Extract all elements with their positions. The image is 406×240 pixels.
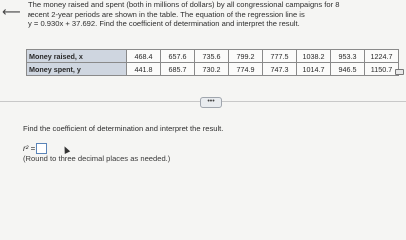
table-cell: 735.6 [195,50,229,63]
regression-equation [28,19,388,29]
table-cell: 774.9 [229,63,263,76]
table-cell: 777.5 [263,50,297,63]
expand-more-button[interactable]: ••• [200,97,222,108]
row-header-money-raised: Money raised, x [27,50,127,63]
mouse-cursor-icon [62,145,70,154]
table-cell: 657.6 [161,50,195,63]
problem-statement [28,0,388,29]
problem-line-1: The money raised and spent (both in millions of dollars) by all congressional campaigns for 8 [28,0,340,9]
table-row [27,50,399,63]
table-cell: 730.2 [195,63,229,76]
table-cell: 468.4 [127,50,161,63]
problem-line-2: recent 2-year periods are shown in the table. The equation of the regression line is [28,9,305,19]
table-cell: 685.7 [161,63,195,76]
table-cell: 946.5 [331,63,365,76]
answer-row [23,143,47,154]
table-cell: 441.8 [127,63,161,76]
r-squared-input[interactable] [36,143,47,154]
copy-table-icon[interactable] [395,69,404,75]
data-table [26,49,399,76]
row-header-money-spent: Money spent, y [27,63,127,76]
y-hat-symbol: ^ y [28,19,32,28]
rounding-hint: (Round to three decimal places as needed.) [23,154,171,163]
table-cell: 1150.7 [365,63,399,76]
table-cell: 1224.7 [365,50,399,63]
back-arrow-icon[interactable]: ⟵ [2,5,21,20]
table-cell: 1038.2 [297,50,331,63]
r-squared-label: r² = [23,144,36,153]
question-text: Find the coefficient of determination and interpret the result. [23,124,224,133]
table-cell: 953.3 [331,50,365,63]
table-row [27,63,399,76]
table-cell: 1014.7 [297,63,331,76]
table-cell: 799.2 [229,50,263,63]
regression-equation-text: = 0.930x + 37.692. Find the coefficient of determination and interpret the result. [31,19,300,29]
table-cell: 747.3 [263,63,297,76]
